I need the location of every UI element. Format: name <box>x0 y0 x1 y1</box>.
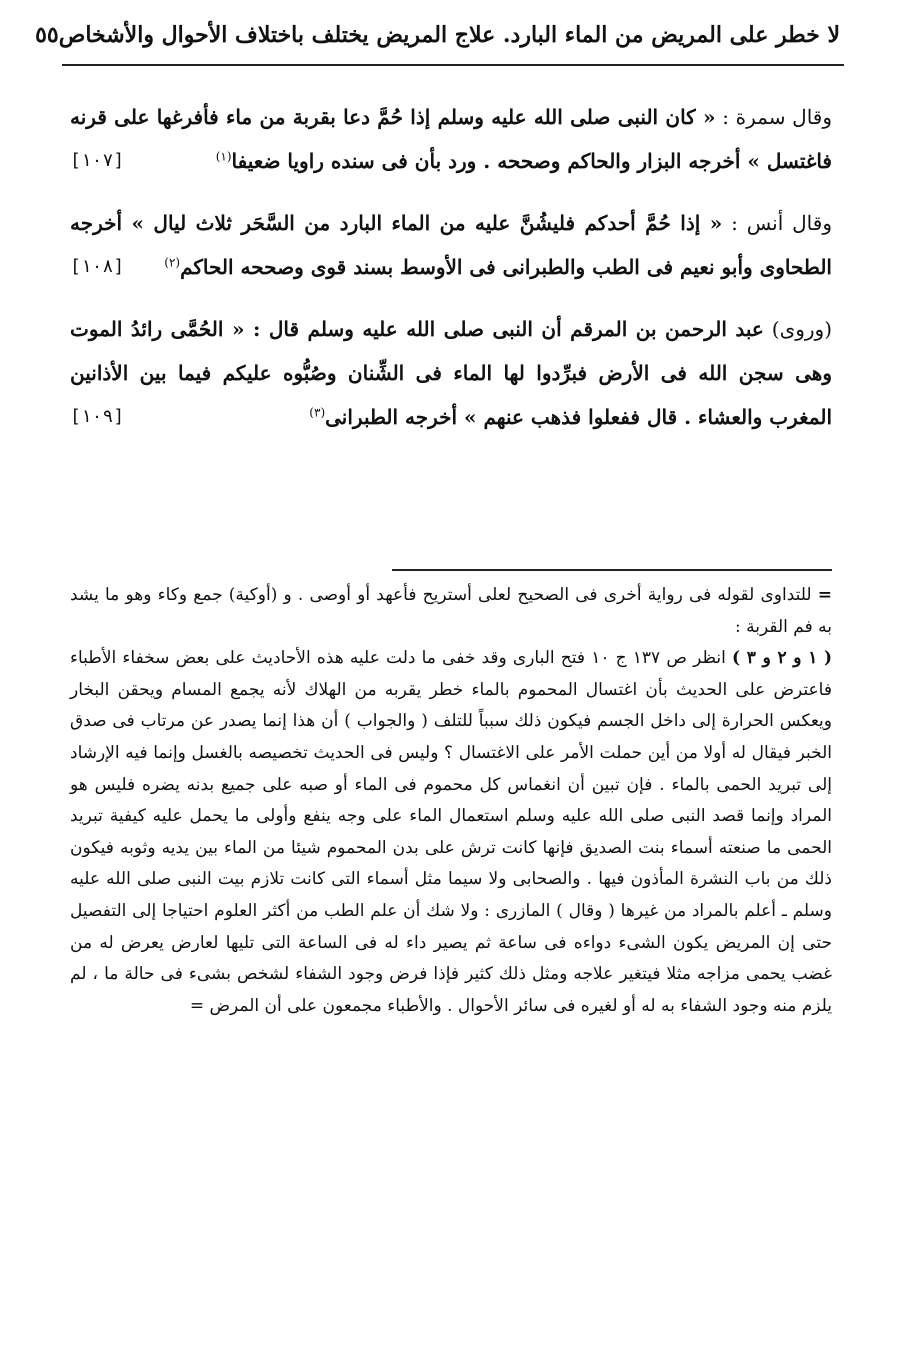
footnote-continuation <box>70 580 832 643</box>
footnote-text: انظر ص ١٣٧ ج ١٠ فتح البارى وقد خفى ما دلت عليه هذه الأحاديث على بعض سخفاء الأطباء فاعترض على الحديث بأن اغتسال المحموم بالماء خطر يقربه من الهلاك لأنه يجمع المسام ويحقن البخار ويعكس الحرارة إلى داخل الجسم فيكون ذلك سبباً للتلف ( والجواب ) أن هذا إنما يصدر عن مرتاب فى صدق الخبر فيقال له أولا من أين حملت الأمر على الاغتسال ؟ وليس فى الحديث تخصيصه بالغسل وإنما فيه الإرشاد إلى تبريد الحمى بالماء . فإن تبين أن انغماس كل محموم فى الماء أو صبه على جميع بدنه يضره فليس هو المراد وإنما قصد النبى صلى الله عليه وسلم استعمال الماء على وجه ينفع وأولى ما يحمل عليه كيفية تبريد الحمى ما صنعته أسماء بنت الصديق فإنها كانت ترش على بدن المحموم شيئا من الماء بين يديه وثوبه فيكون ذلك من باب النشرة المأذون فيها . والصحابى ولا سيما مثل أسماء التى كانت تلازم بيت النبى صلى الله عليه وسلم ـ أعلم بالمراد من غيرها ( وقال ) المازرى : ولا شك أن علم الطب من أكثر العلوم احتياجا إلى التفصيل حتى إن المريض يكون الشىء دواءه فى ساعة ثم يصير داء له فى الساعة التى تليها لعارض يعرض له من غضب يحمى مزاجه مثلا فيتغير علاجه ومثل ذلك كثير فإذا فرض وجود الشفاء لشخص بشىء فى حالة ما ، لم يلزم منه وجود الشفاء به له أو لغيره فى سائر الأحوال . والأطباء مجمعون على أن المرض = <box>70 648 832 1016</box>
footnote-mark: (٢) <box>164 255 181 270</box>
footnote-divider <box>392 569 832 571</box>
hadith-text: عبد الرحمن بن المرقم أن النبى صلى الله عليه وسلم قال : « الحُمَّى رائدُ الموت وهى سجن الله فى الأرض فبرِّدوا لها الماء فى الشِّنان وصُبُّوه عليكم فيما بين الأذانين المغرب والعشاء . قال ففعلوا فذهب عنهم » أخرجه الطبرانى <box>70 317 832 429</box>
hadith-number: [١٠٨] <box>70 256 125 277</box>
header-divider <box>62 64 844 66</box>
hadith-paragraph <box>70 307 832 439</box>
footnote-number: ( ١ و ٢ و ٣ ) <box>732 648 833 669</box>
continuation-mark: = <box>817 585 833 605</box>
hadith-text: « إذا حُمَّ أحدكم فليشُنَّ عليه من الماء البارد من السَّحَر ثلاث ليال » أخرجه الطحاوى وأبو نعيم فى الطب والطبرانى فى الأوسط بسند قوى وصححه الحاكم <box>70 211 832 279</box>
footnotes <box>70 580 832 1022</box>
narrator-lead: (وروى) <box>771 317 833 341</box>
footnote <box>70 643 832 1022</box>
footnote-mark: (١) <box>215 149 232 164</box>
running-header <box>35 10 840 60</box>
hadith-text: « كان النبى صلى الله عليه وسلم إذا حُمَّ دعا بقربة من ماء فأفرغها على قرنه فاغتسل » أخرجه البزار والحاكم وصححه . ورد بأن فى سنده راويا ضعيفا <box>70 105 832 173</box>
narrator-lead: وقال سمرة : <box>722 105 833 129</box>
main-text <box>70 95 832 457</box>
hadith-paragraph <box>70 95 832 183</box>
footnote-mark: (٣) <box>309 405 326 420</box>
footnote-text: للتداوى لقوله فى رواية أخرى فى الصحيح لعلى أستريح فأعهد أو أوصى . و (أوكية) جمع وكاء وهو ما يشد به فم القربة : <box>70 585 832 637</box>
narrator-lead: وقال أنس : <box>731 211 832 235</box>
hadith-number: [١٠٧] <box>70 150 125 171</box>
hadith-paragraph <box>70 201 832 289</box>
hadith-number: [١٠٩] <box>70 406 125 427</box>
page-number: ٥٥ <box>35 22 59 48</box>
running-title: لا خطر على المريض من الماء البارد. علاج المريض يختلف باختلاف الأحوال والأشخاص <box>58 22 840 48</box>
